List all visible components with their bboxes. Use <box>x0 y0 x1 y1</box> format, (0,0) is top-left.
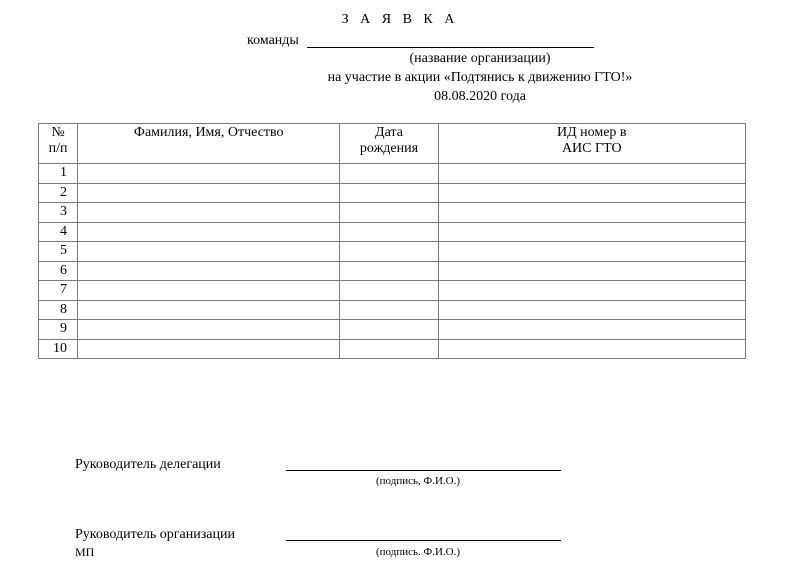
birth-date-cell[interactable] <box>340 164 438 184</box>
birth-date-cell[interactable] <box>340 261 438 281</box>
row-number: 3 <box>60 204 68 220</box>
birth-date-cell[interactable] <box>340 222 438 242</box>
row-number: 6 <box>60 262 68 278</box>
full-name-cell[interactable] <box>78 183 340 203</box>
gto-id-cell[interactable] <box>438 339 745 359</box>
full-name-cell[interactable] <box>78 222 340 242</box>
birth-date-cell[interactable] <box>340 300 438 320</box>
full-name-cell[interactable] <box>78 300 340 320</box>
organization-head-signature-line[interactable] <box>286 540 561 541</box>
organization-hint: (название организации) <box>409 51 551 66</box>
birth-date-cell[interactable] <box>340 203 438 223</box>
table-row <box>39 261 746 281</box>
column-header-number <box>39 124 78 164</box>
column-header-full-name <box>78 124 340 164</box>
full-name-cell[interactable] <box>78 242 340 262</box>
row-number-cell <box>39 203 78 223</box>
full-name-cell[interactable] <box>78 339 340 359</box>
row-number-cell <box>39 164 78 184</box>
organization-head-signature-hint: (подпись. Ф.И.О.) <box>376 546 460 558</box>
column-header-gto-id-line-2: АИС ГТО <box>561 141 622 156</box>
table-row <box>39 242 746 262</box>
gto-id-cell[interactable] <box>438 281 745 301</box>
table-row <box>39 281 746 301</box>
row-number: 1 <box>60 165 68 181</box>
row-number-cell <box>39 242 78 262</box>
row-number: 2 <box>60 184 68 200</box>
gto-id-cell[interactable] <box>438 164 745 184</box>
column-header-number-line-1: № <box>51 125 65 140</box>
table-row <box>39 300 746 320</box>
row-number: 9 <box>60 321 68 337</box>
full-name-cell[interactable] <box>78 281 340 301</box>
delegation-head-signature-line[interactable] <box>286 470 561 471</box>
column-header-gto-id-line-1: ИД номер в <box>556 125 627 140</box>
row-number: 10 <box>53 340 68 356</box>
participants-table <box>38 123 746 359</box>
row-number-cell <box>39 320 78 340</box>
row-number-cell <box>39 300 78 320</box>
row-number: 4 <box>60 223 68 239</box>
column-header-number-line-2: п/п <box>48 141 68 156</box>
row-number: 7 <box>60 282 68 298</box>
birth-date-cell[interactable] <box>340 281 438 301</box>
column-header-birth-date-line-1: Дата <box>375 125 403 140</box>
row-number-cell <box>39 261 78 281</box>
column-header-full-name-line-1: Фамилия, Имя, Отчество <box>133 125 284 140</box>
delegation-head-label: Руководитель делегации <box>75 457 221 472</box>
gto-id-cell[interactable] <box>438 222 745 242</box>
row-number-cell <box>39 339 78 359</box>
column-header-gto-id <box>438 124 745 164</box>
full-name-cell[interactable] <box>78 164 340 184</box>
column-header-birth-date <box>340 124 438 164</box>
table-row <box>39 183 746 203</box>
gto-id-cell[interactable] <box>438 183 745 203</box>
table-header-row <box>39 124 746 164</box>
full-name-cell[interactable] <box>78 261 340 281</box>
gto-id-cell[interactable] <box>438 261 745 281</box>
column-header-birth-date-line-2: рождения <box>359 141 419 156</box>
full-name-cell[interactable] <box>78 203 340 223</box>
document-title: З А Я В К А <box>341 12 459 27</box>
birth-date-cell[interactable] <box>340 242 438 262</box>
gto-id-cell[interactable] <box>438 300 745 320</box>
team-label: команды <box>247 33 299 48</box>
gto-id-cell[interactable] <box>438 203 745 223</box>
document-date: 08.08.2020 года <box>434 89 526 104</box>
row-number: 8 <box>60 301 68 317</box>
birth-date-cell[interactable] <box>340 320 438 340</box>
row-number: 5 <box>60 243 68 259</box>
gto-id-cell[interactable] <box>438 242 745 262</box>
table-row <box>39 222 746 242</box>
organization-head-label: Руководитель организации <box>75 527 235 542</box>
table-row <box>39 320 746 340</box>
birth-date-cell[interactable] <box>340 183 438 203</box>
table-row <box>39 164 746 184</box>
row-number-cell <box>39 183 78 203</box>
full-name-cell[interactable] <box>78 320 340 340</box>
row-number-cell <box>39 222 78 242</box>
team-name-field-line[interactable] <box>307 47 594 48</box>
row-number-cell <box>39 281 78 301</box>
gto-id-cell[interactable] <box>438 320 745 340</box>
delegation-head-signature-hint: (подпись, Ф.И.О.) <box>376 475 460 487</box>
table-row <box>39 339 746 359</box>
stamp-placeholder: МП <box>75 545 95 559</box>
action-description: на участие в акции «Подтянись к движению ГТО!» <box>327 70 633 85</box>
birth-date-cell[interactable] <box>340 339 438 359</box>
table-row <box>39 203 746 223</box>
